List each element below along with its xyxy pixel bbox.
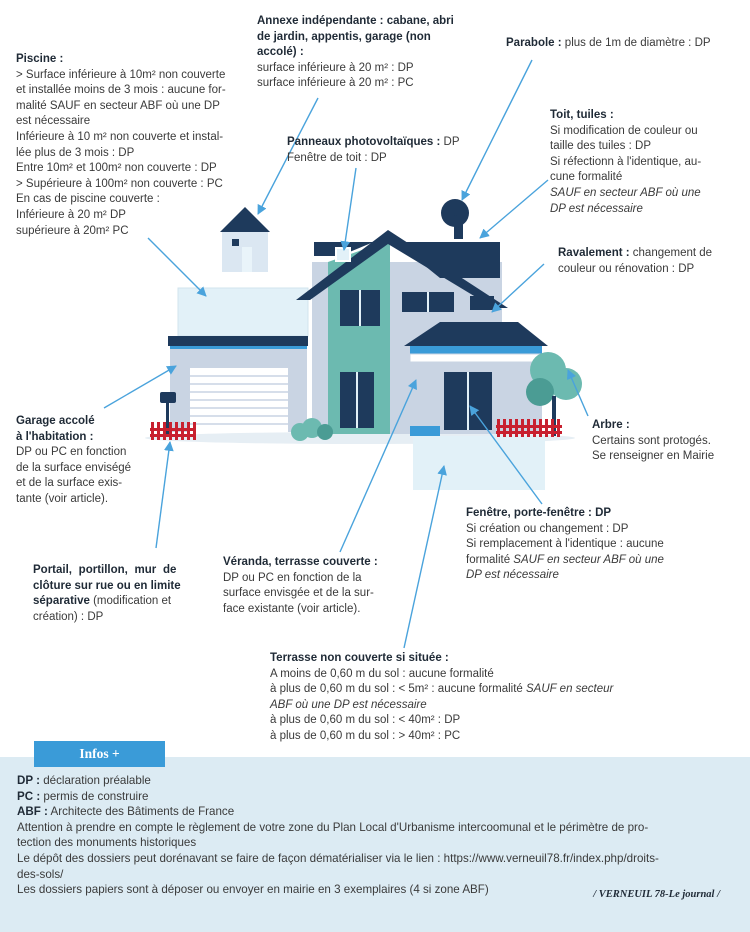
parabole-text: plus de 1m de diamètre : DP	[561, 37, 711, 49]
arbre-line-1: Certains sont protogés.	[592, 434, 711, 447]
toit-line-3: Si réfectionn à l'identique, au-	[550, 155, 702, 168]
annexe-block	[257, 14, 454, 92]
annexe-line-1: surface inférieure à 20 m² : DP	[257, 61, 414, 74]
terrasse-line-3: ABF où une DP est nécessaire	[270, 698, 427, 711]
veranda-title: Véranda, terrasse couverte :	[223, 556, 378, 568]
infos-line-6: Le dépôt des dossiers peut dorénavant se faire de façon dématérialiser via le lien : https://www.verneuil78.fr/index.php/droits-	[17, 851, 659, 865]
infos-content	[17, 773, 737, 898]
ravalement-line-2: couleur ou rénovation : DP	[558, 262, 695, 275]
veranda	[404, 322, 548, 436]
piscine-line-6: lée plus de 3 mois : DP	[16, 146, 135, 159]
panneaux-line-2: Fenêtre de toit : DP	[287, 151, 387, 164]
garage-title-1: Garage accolé	[16, 415, 95, 427]
portail-block	[33, 563, 181, 625]
arbre-line-2: Se renseigner en Mairie	[592, 450, 715, 463]
portail-line-4: création) : DP	[33, 610, 104, 623]
panneaux-block	[287, 135, 460, 166]
right-fence	[496, 419, 562, 437]
toit-line-2: taille des tuiles : DP	[550, 140, 651, 153]
pc-text: permis de construire	[40, 789, 149, 803]
portail-title-2: clôture sur rue ou en limite	[33, 579, 181, 592]
satellite-dish	[441, 199, 469, 230]
toit-line-1: Si modification de couleur ou	[550, 124, 698, 137]
veranda-line-3: face existante (voir article).	[223, 602, 361, 615]
pool	[178, 288, 308, 336]
piscine-line-10: Inférieure à 20 m² DP	[16, 208, 126, 221]
piscine-line-7: Entre 10m² et 100m² non couverte : DP	[16, 162, 217, 175]
parabole-title: Parabole :	[506, 37, 562, 49]
toit-title: Toit, tuiles :	[550, 109, 614, 121]
arbre-title: Arbre :	[592, 419, 630, 431]
terrasse-line-2b: SAUF en secteur	[526, 683, 614, 696]
garage-line-4: tante (voir article).	[16, 492, 109, 505]
toit-italic-2: DP est nécessaire	[550, 202, 643, 215]
garage-line-2: de la surface enviségé	[16, 461, 132, 474]
ravalement-text: changement de	[629, 247, 713, 259]
terrasse-line-2a: à plus de 0,60 m du sol : < 5m² : aucune formalité	[270, 683, 527, 696]
arbre-block	[592, 418, 714, 465]
annex-cabin	[220, 207, 270, 272]
piscine-line-11: supérieure à 20m² PC	[16, 224, 129, 237]
piscine-line-1: > Surface inférieure à 10m² non couverte	[16, 68, 226, 81]
piscine-title: Piscine :	[16, 53, 64, 65]
toit-block	[550, 108, 701, 217]
parabole-block	[506, 36, 711, 52]
panneaux-title: Panneaux photovoltaïques :	[287, 136, 441, 148]
pointer-toit	[480, 180, 548, 238]
infos-line-5: tection des monuments historiques	[17, 836, 197, 850]
veranda-line-2: surface envisgée et de la sur-	[223, 587, 374, 600]
infos-tab: Infos +	[34, 741, 165, 767]
infos-line-4: Attention à prendre en compte le règlement de votre zone du Plan Local d'Urbanisme intercoomunal et le périmètre de pro-	[17, 820, 649, 834]
garage-block	[16, 414, 131, 508]
piscine-line-5: Inférieure à 10 m² non couverte et instal-	[16, 130, 224, 143]
terrasse-block	[270, 651, 613, 745]
ravalement-title: Ravalement :	[558, 247, 630, 259]
toit-line-4: cune formalité	[550, 171, 623, 184]
garage-title-2: à l'habitation :	[16, 430, 94, 443]
piscine-line-9: En cas de piscine couverte :	[16, 193, 160, 206]
annexe-title-1: Annexe indépendante : cabane, abri	[257, 15, 454, 27]
fenetre-line-3a: formalité	[466, 553, 514, 566]
veranda-block	[223, 555, 378, 617]
fenetre-line-4: DP est nécessaire	[466, 569, 559, 582]
annexe-line-2: surface inférieure à 20 m² : PC	[257, 77, 414, 90]
abf-abbr: ABF :	[17, 805, 48, 819]
garage	[168, 336, 308, 432]
infos-line-7: des-sols/	[17, 867, 64, 881]
portail-title-1: Portail, portillon, mur de	[33, 564, 177, 576]
toit-italic-1: SAUF en secteur ABF où une	[550, 186, 701, 199]
piscine-line-3: malité SAUF en secteur ABF où une DP	[16, 99, 220, 112]
piscine-line-2: et installée moins de 3 mois : aucune for-	[16, 84, 226, 97]
terrasse-line-1: A moins de 0,60 m du sol : aucune formalité	[270, 667, 494, 680]
abf-text: Architecte des Bâtiments de France	[47, 805, 235, 819]
pointer-panneaux	[344, 168, 356, 250]
panneaux-text: DP	[440, 136, 460, 148]
fenetre-title: Fenêtre, porte-fenêtre : DP	[466, 507, 612, 519]
piscine-line-4: est nécessaire	[16, 115, 91, 128]
dp-text: déclaration préalable	[39, 774, 151, 787]
portail-title-3: séparative	[33, 595, 90, 608]
terrasse-title: Terrasse non couverte si située :	[270, 652, 449, 664]
piscine-block	[16, 52, 226, 239]
garage-line-3: et de la surface exis-	[16, 477, 123, 490]
garage-line-1: DP ou PC en fonction	[16, 446, 127, 459]
pointer-portail	[156, 442, 170, 548]
fenetre-block	[466, 506, 664, 584]
annexe-title-2: de jardin, appentis, garage (non	[257, 30, 431, 43]
terrasse-line-4: à plus de 0,60 m du sol : < 40m² : DP	[270, 714, 461, 727]
annexe-title-3: accolé) :	[257, 46, 304, 59]
pointer-terrasse	[404, 466, 444, 648]
piscine-line-8: > Supérieure à 100m² non couverte : PC	[16, 177, 223, 190]
ravalement-block	[558, 246, 712, 277]
fenetre-line-1: Si création ou changement : DP	[466, 522, 629, 535]
pc-abbr: PC :	[17, 789, 41, 803]
pointer-parabole	[462, 60, 532, 200]
fenetre-line-3b: SAUF en secteur ABF où une	[513, 553, 664, 566]
terrasse-line-5: à plus de 0,60 m du sol : > 40m² : PC	[270, 729, 461, 742]
dp-abbr: DP :	[17, 774, 40, 787]
veranda-line-1: DP ou PC en fonction de la	[223, 571, 362, 584]
infos-line-8: Les dossiers papiers sont à déposer ou envoyer en mairie en 3 exemplaires (4 si zone ABF)	[17, 883, 489, 897]
journal-footer: / VERNEUIL 78-Le journal /	[593, 889, 720, 900]
fenetre-line-2: Si remplacement à l'identique : aucune	[466, 538, 664, 551]
portail-text-3: (modification et	[89, 595, 172, 608]
pointer-piscine	[148, 238, 206, 296]
